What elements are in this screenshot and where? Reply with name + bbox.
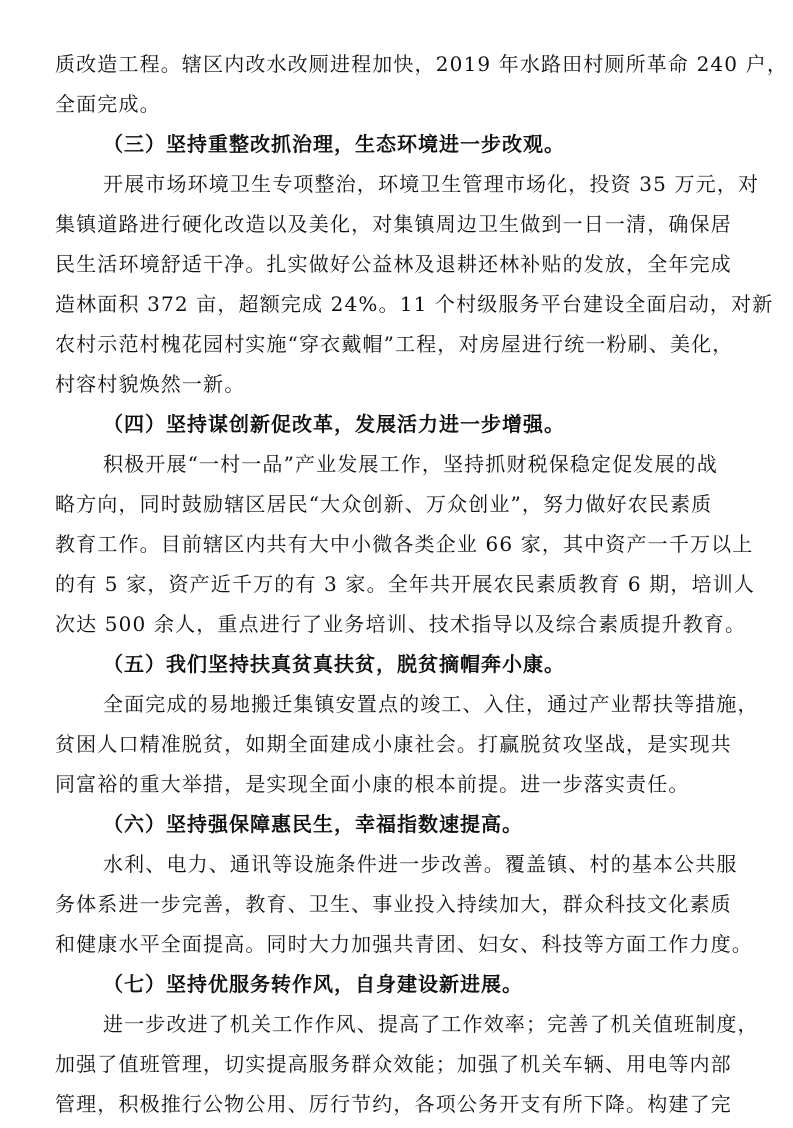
paragraph-line: 农村示范村槐花园村实施“穿衣戴帽”工程，对房屋进行统一粉刷、美化， bbox=[55, 332, 734, 356]
paragraph-line: 开展市场环境卫生专项整治，环境卫生管理市场化，投资 35 万元，对 bbox=[103, 172, 760, 196]
paragraph-line: 同富裕的重大举措，是实现全面小康的根本前提。进一步落实责任。 bbox=[55, 772, 690, 796]
paragraph-line: 积极开展“一村一品”产业发展工作，坚持抓财税保稳定促发展的战 bbox=[103, 452, 718, 476]
paragraph-line: 集镇道路进行硬化改造以及美化，对集镇周边卫生做到一日一清，确保居 bbox=[55, 212, 732, 236]
paragraph-line: 贫困人口精准脱贫，如期全面建成小康社会。打赢脱贫攻坚战，是实现共 bbox=[55, 732, 732, 756]
paragraph-line: 全面完成的易地搬迁集镇安置点的竣工、入住，通过产业帮扶等措施， bbox=[103, 692, 759, 716]
paragraph-line: 次达 500 余人，重点进行了业务培训、技术指导以及综合素质提升教育。 bbox=[55, 612, 747, 636]
paragraph-line: 村容村貌焕然一新。 bbox=[55, 372, 246, 396]
paragraph-line: 质改造工程。辖区内改水改厕进程加快，2019 年水路田村厕所革命 240 户， bbox=[55, 52, 788, 76]
paragraph-line: 进一步改进了机关工作作风、提高了工作效率；完善了机关值班制度， bbox=[103, 1012, 759, 1036]
paragraph-line: 加强了值班管理，切实提高服务群众效能；加强了机关车辆、用电等内部 bbox=[55, 1052, 732, 1076]
section-heading-5: （五）我们坚持扶真贫真扶贫，脱贫摘帽奔小康。 bbox=[103, 652, 565, 676]
paragraph-line: 教育工作。目前辖区内共有大中小微各类企业 66 家，其中资产一千万以上 bbox=[55, 532, 754, 556]
paragraph-line: 的有 5 家，资产近千万的有 3 家。全年共开展农民素质教育 6 期，培训人 bbox=[55, 572, 756, 596]
paragraph-line: 和健康水平全面提高。同时大力加强共青团、妇女、科技等方面工作力度。 bbox=[55, 932, 753, 956]
document-page bbox=[55, 48, 788, 1128]
paragraph-line: 略方向，同时鼓励辖区居民“大众创新、万众创业”，努力做好农民素质 bbox=[55, 492, 713, 516]
section-heading-6: （六）坚持强保障惠民生，幸福指数速提高。 bbox=[103, 812, 523, 836]
section-heading-7: （七）坚持优服务转作风，自身建设新进展。 bbox=[103, 972, 523, 996]
paragraph-line: 管理，积极推行公物公用、厉行节约，各项公务开支有所下降。构建了完 bbox=[55, 1092, 732, 1116]
paragraph-line: 全面完成。 bbox=[55, 92, 161, 116]
paragraph-line: 水利、电力、通讯等设施条件进一步改善。覆盖镇、村的基本公共服 bbox=[103, 852, 738, 876]
paragraph-line: 造林面积 372 亩，超额完成 24%。11 个村级服务平台建设全面启动，对新 bbox=[55, 292, 774, 316]
section-heading-4: （四）坚持谋创新促改革，发展活力进一步增强。 bbox=[103, 412, 565, 436]
paragraph-line: 务体系进一步完善，教育、卫生、事业投入持续加大，群众科技文化素质 bbox=[55, 892, 732, 916]
paragraph-line: 民生活环境舒适干净。扎实做好公益林及退耕还林补贴的发放，全年完成 bbox=[55, 252, 732, 276]
section-heading-3: （三）坚持重整改抓治理，生态环境进一步改观。 bbox=[103, 132, 565, 156]
